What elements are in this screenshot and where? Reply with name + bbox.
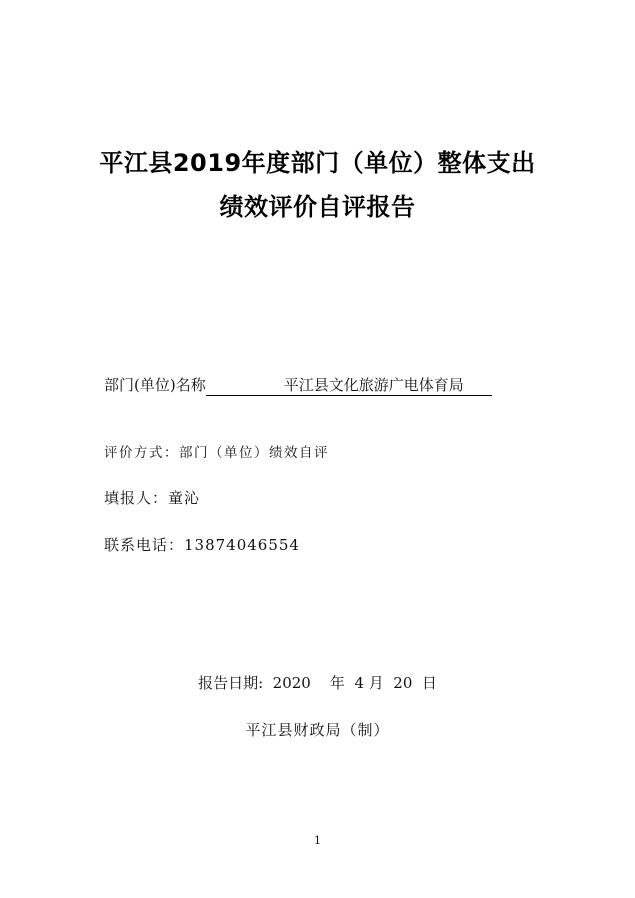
issuer: 平江县财政局（制） xyxy=(245,721,390,739)
phone-field: 联系电话：13874046554 xyxy=(104,536,300,554)
department-field xyxy=(104,374,492,396)
page-number: 1 xyxy=(314,834,321,847)
evaluation-method: 评价方式：部门（单位）绩效自评 xyxy=(104,445,329,461)
department-label: 部门(单位)名称 xyxy=(104,376,206,394)
department-value: 平江县文化旅游广电体育局 xyxy=(206,374,492,396)
filler-field: 填报人：童沁 xyxy=(104,489,201,507)
report-date: 报告日期: 2020 年 4 月 20 日 xyxy=(198,674,437,692)
report-title-line1: 平江县2019年度部门（单位）整体支出 xyxy=(99,149,536,177)
report-title-line2: 绩效评价自评报告 xyxy=(219,193,416,221)
